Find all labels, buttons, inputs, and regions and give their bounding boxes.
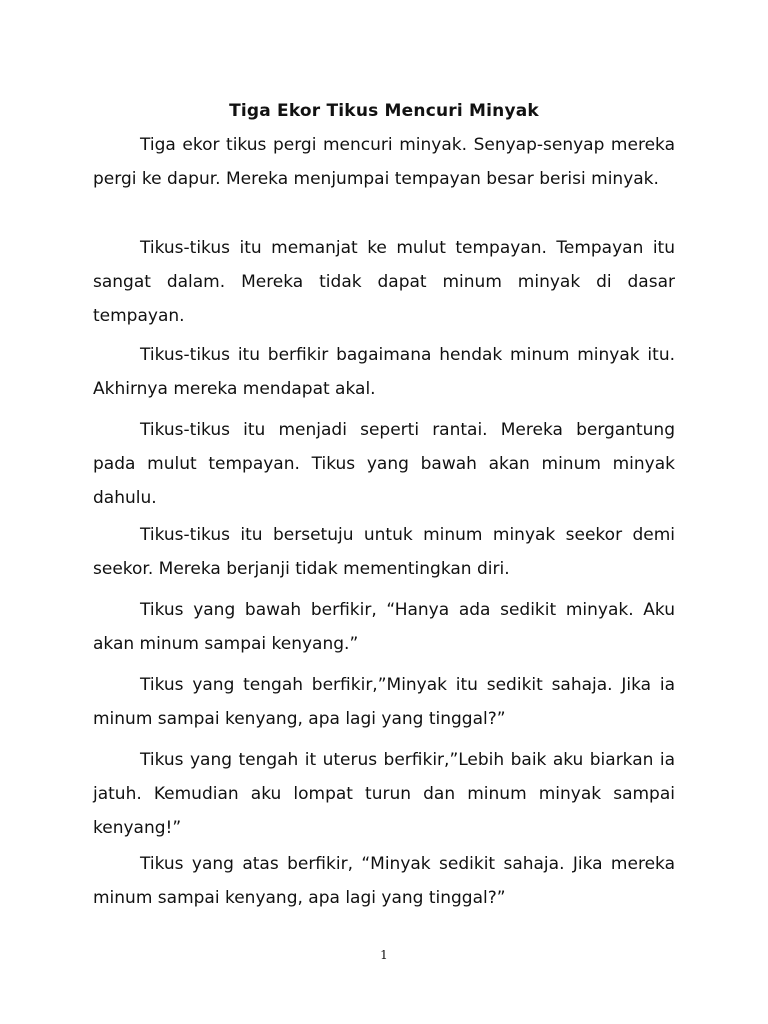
story-paragraph: Tikus-tikus itu menjadi seperti rantai. Mereka bergantung pada mulut tempayan. Tikus yang bawah akan minum minyak dahulu. <box>93 420 675 508</box>
story-paragraph: Tikus-tikus itu berfikir bagaimana hendak minum minyak itu. Akhirnya mereka mendapat akal. <box>93 345 675 399</box>
story-paragraph: Tikus yang tengah berfikir,”Minyak itu sedikit sahaja. Jika ia minum sampai kenyang, apa lagi yang tinggal?” <box>93 675 675 729</box>
page-number: 1 <box>380 948 388 962</box>
story-paragraph: Tikus-tikus itu memanjat ke mulut tempayan. Tempayan itu sangat dalam. Mereka tidak dapat minum minyak di dasar tempayan. <box>93 238 675 326</box>
story-paragraph: Tikus yang bawah berfikir, “Hanya ada sedikit minyak. Aku akan minum sampai kenyang.” <box>93 600 675 654</box>
story-paragraph: Tikus yang atas berfikir, “Minyak sedikit sahaja. Jika mereka minum sampai kenyang, apa lagi yang tinggal?” <box>93 854 675 908</box>
story-title: Tiga Ekor Tikus Mencuri Minyak <box>229 101 539 122</box>
story-paragraph: Tiga ekor tikus pergi mencuri minyak. Senyap-senyap mereka pergi ke dapur. Mereka menjumpai tempayan besar berisi minyak. <box>93 135 675 189</box>
story-paragraph: Tikus-tikus itu bersetuju untuk minum minyak seekor demi seekor. Mereka berjanji tidak mementingkan diri. <box>93 525 675 579</box>
story-paragraph: Tikus yang tengah it uterus berfikir,”Lebih baik aku biarkan ia jatuh. Kemudian aku lompat turun dan minum minyak sampai kenyang!” <box>93 750 675 838</box>
